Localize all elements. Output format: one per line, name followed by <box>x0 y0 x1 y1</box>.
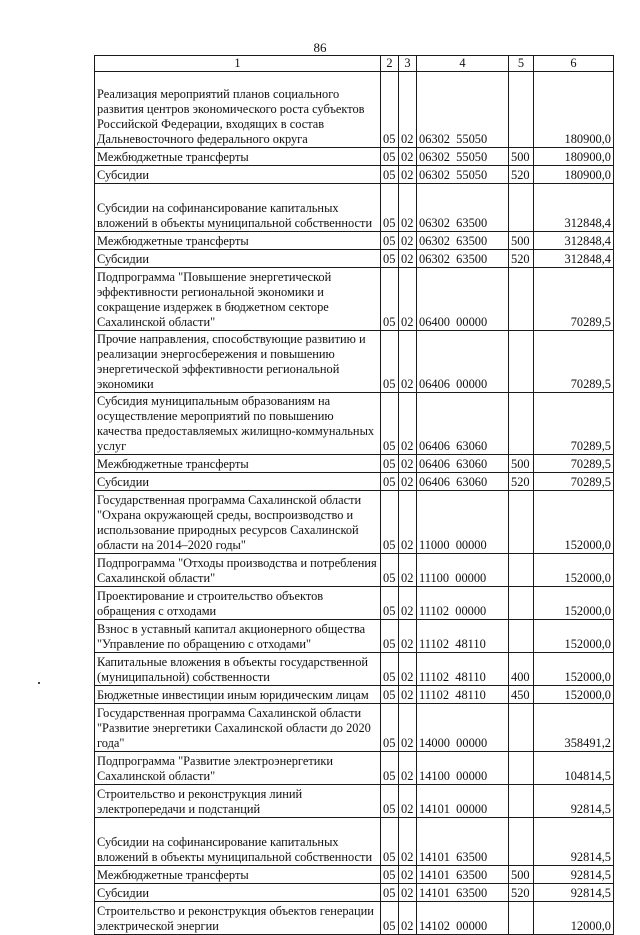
row-c3-cell: 02 <box>399 455 417 473</box>
table-row <box>95 184 614 232</box>
table-row <box>95 587 614 620</box>
table-row <box>95 686 614 704</box>
row-c3-cell: 02 <box>399 393 417 455</box>
row-c3-cell: 02 <box>399 752 417 785</box>
row-label-cell: Подпрограмма "Повышение энергетической эффективности региональной экономики и сокращение издержек в бюджетном секторе Сахалинской области" <box>95 268 381 331</box>
row-c5-cell: 520 <box>509 166 534 184</box>
row-c3-cell: 02 <box>399 686 417 704</box>
row-c3-cell: 02 <box>399 268 417 331</box>
row-c3-cell: 02 <box>399 554 417 587</box>
row-c6-cell: 104814,5 <box>534 752 614 785</box>
row-c4-cell: 14101 63500 <box>417 818 509 866</box>
row-c6-cell: 152000,0 <box>534 686 614 704</box>
row-c2-cell: 05 <box>381 686 399 704</box>
row-c5-cell <box>509 785 534 818</box>
row-c5-cell: 450 <box>509 686 534 704</box>
row-c6-cell: 358491,2 <box>534 704 614 752</box>
row-c6-cell: 92814,5 <box>534 866 614 884</box>
row-c2-cell: 05 <box>381 587 399 620</box>
row-c2-cell: 05 <box>381 72 399 148</box>
row-c5-cell: 500 <box>509 866 534 884</box>
row-c3-cell: 02 <box>399 166 417 184</box>
row-c3-cell: 02 <box>399 232 417 250</box>
row-c4-cell: 11000 00000 <box>417 491 509 554</box>
table-header-row <box>95 56 614 72</box>
row-label-cell: Межбюджетные трансферты <box>95 866 381 884</box>
row-c3-cell: 02 <box>399 148 417 166</box>
row-c5-cell: 520 <box>509 884 534 902</box>
header-cell: 1 <box>95 56 381 72</box>
row-c4-cell: 14101 00000 <box>417 785 509 818</box>
row-c6-cell: 152000,0 <box>534 554 614 587</box>
table-row <box>95 884 614 902</box>
row-c5-cell <box>509 393 534 455</box>
table-row <box>95 250 614 268</box>
row-c5-cell: 500 <box>509 148 534 166</box>
row-c3-cell: 02 <box>399 620 417 653</box>
row-c6-cell: 152000,0 <box>534 653 614 686</box>
row-c5-cell <box>509 620 534 653</box>
row-label-cell: Субсидии <box>95 250 381 268</box>
table-row <box>95 554 614 587</box>
table-row <box>95 620 614 653</box>
row-c5-cell <box>509 72 534 148</box>
row-c3-cell: 02 <box>399 331 417 393</box>
row-c6-cell: 70289,5 <box>534 455 614 473</box>
row-c2-cell: 05 <box>381 752 399 785</box>
row-c5-cell: 520 <box>509 250 534 268</box>
table-row <box>95 166 614 184</box>
row-c6-cell: 70289,5 <box>534 473 614 491</box>
row-c5-cell <box>509 331 534 393</box>
row-c4-cell: 06406 63060 <box>417 393 509 455</box>
row-c6-cell: 70289,5 <box>534 393 614 455</box>
row-c6-cell: 152000,0 <box>534 491 614 554</box>
row-c3-cell: 02 <box>399 653 417 686</box>
row-label-cell: Субсидии <box>95 473 381 491</box>
header-cell: 2 <box>381 56 399 72</box>
row-c4-cell: 11102 00000 <box>417 587 509 620</box>
table-row <box>95 473 614 491</box>
row-label-cell: Проектирование и строительство объектов обращения с отходами <box>95 587 381 620</box>
row-c3-cell: 02 <box>399 818 417 866</box>
row-c5-cell: 500 <box>509 232 534 250</box>
row-c6-cell: 12000,0 <box>534 902 614 935</box>
row-c2-cell: 05 <box>381 393 399 455</box>
row-c6-cell: 152000,0 <box>534 587 614 620</box>
row-c5-cell: 520 <box>509 473 534 491</box>
row-label-cell: Подпрограмма "Отходы производства и потребления Сахалинской области" <box>95 554 381 587</box>
row-c5-cell <box>509 587 534 620</box>
header-cell: 6 <box>534 56 614 72</box>
row-c2-cell: 05 <box>381 473 399 491</box>
row-c4-cell: 06406 63060 <box>417 455 509 473</box>
row-c4-cell: 06302 63500 <box>417 250 509 268</box>
row-c3-cell: 02 <box>399 884 417 902</box>
row-c3-cell: 02 <box>399 491 417 554</box>
row-c4-cell: 14000 00000 <box>417 704 509 752</box>
row-c4-cell: 11102 48110 <box>417 620 509 653</box>
row-c2-cell: 05 <box>381 554 399 587</box>
row-c2-cell: 05 <box>381 148 399 166</box>
row-label-cell: Государственная программа Сахалинской области "Охрана окружающей среды, воспроизводство и использование природных ресурсов Сахалинской области на 2014–2020 годы" <box>95 491 381 554</box>
row-c4-cell: 11100 00000 <box>417 554 509 587</box>
row-label-cell: Субсидии <box>95 884 381 902</box>
row-c6-cell: 70289,5 <box>534 268 614 331</box>
row-c2-cell: 05 <box>381 620 399 653</box>
row-c2-cell: 05 <box>381 268 399 331</box>
row-label-cell: Субсидия муниципальным образованиям на осуществление мероприятий по повышению качества предоставляемых жилищно-коммунальных услуг <box>95 393 381 455</box>
row-c6-cell: 180900,0 <box>534 148 614 166</box>
row-c4-cell: 06302 55050 <box>417 166 509 184</box>
row-c2-cell: 05 <box>381 331 399 393</box>
row-label-cell: Межбюджетные трансферты <box>95 148 381 166</box>
row-label-cell: Бюджетные инвестиции иным юридическим лицам <box>95 686 381 704</box>
row-c2-cell: 05 <box>381 902 399 935</box>
row-label-cell: Подпрограмма "Развитие электроэнергетики Сахалинской области" <box>95 752 381 785</box>
row-c2-cell: 05 <box>381 491 399 554</box>
table-row <box>95 232 614 250</box>
row-label-cell: Субсидии <box>95 166 381 184</box>
table-row <box>95 148 614 166</box>
row-c3-cell: 02 <box>399 72 417 148</box>
row-c6-cell: 92814,5 <box>534 884 614 902</box>
row-c4-cell: 11102 48110 <box>417 653 509 686</box>
row-c4-cell: 06400 00000 <box>417 268 509 331</box>
table-row <box>95 455 614 473</box>
row-c6-cell: 312848,4 <box>534 250 614 268</box>
row-label-cell: Субсидии на софинансирование капитальных вложений в объекты муниципальной собственности <box>95 818 381 866</box>
row-c3-cell: 02 <box>399 473 417 491</box>
budget-table <box>94 55 614 935</box>
row-c2-cell: 05 <box>381 184 399 232</box>
table-row <box>95 653 614 686</box>
row-c6-cell: 152000,0 <box>534 620 614 653</box>
row-c4-cell: 11102 48110 <box>417 686 509 704</box>
row-c3-cell: 02 <box>399 184 417 232</box>
row-label-cell: Реализация мероприятий планов социального развития центров экономического роста субъектов Российской Федерации, входящих в состав Дальневосточного федерального округа <box>95 72 381 148</box>
row-c6-cell: 92814,5 <box>534 818 614 866</box>
row-c2-cell: 05 <box>381 785 399 818</box>
header-cell: 5 <box>509 56 534 72</box>
table-row <box>95 72 614 148</box>
row-c3-cell: 02 <box>399 902 417 935</box>
row-c6-cell: 180900,0 <box>534 72 614 148</box>
row-c2-cell: 05 <box>381 818 399 866</box>
row-c6-cell: 180900,0 <box>534 166 614 184</box>
row-c2-cell: 05 <box>381 166 399 184</box>
row-c4-cell: 06302 55050 <box>417 148 509 166</box>
table-row <box>95 331 614 393</box>
row-c5-cell <box>509 491 534 554</box>
row-c5-cell <box>509 184 534 232</box>
table-row <box>95 491 614 554</box>
row-c2-cell: 05 <box>381 232 399 250</box>
row-c5-cell <box>509 704 534 752</box>
header-cell: 3 <box>399 56 417 72</box>
row-c2-cell: 05 <box>381 866 399 884</box>
table-row <box>95 752 614 785</box>
row-c6-cell: 70289,5 <box>534 331 614 393</box>
table-row <box>95 785 614 818</box>
table-row <box>95 704 614 752</box>
row-c5-cell <box>509 554 534 587</box>
row-c2-cell: 05 <box>381 704 399 752</box>
row-c6-cell: 312848,4 <box>534 232 614 250</box>
row-c3-cell: 02 <box>399 704 417 752</box>
table-row <box>95 393 614 455</box>
row-c3-cell: 02 <box>399 587 417 620</box>
row-c6-cell: 312848,4 <box>534 184 614 232</box>
row-label-cell: Государственная программа Сахалинской области "Развитие энергетики Сахалинской области до 2020 года" <box>95 704 381 752</box>
row-label-cell: Строительство и реконструкция объектов генерации электрической энергии <box>95 902 381 935</box>
page-number: 86 <box>313 40 327 55</box>
row-label-cell: Строительство и реконструкция линий электропередачи и подстанций <box>95 785 381 818</box>
row-c4-cell: 14101 63500 <box>417 884 509 902</box>
row-c6-cell: 92814,5 <box>534 785 614 818</box>
row-c5-cell: 400 <box>509 653 534 686</box>
row-c3-cell: 02 <box>399 866 417 884</box>
table-row <box>95 866 614 884</box>
table-row <box>95 902 614 935</box>
row-c4-cell: 06406 00000 <box>417 331 509 393</box>
row-c4-cell: 06302 63500 <box>417 232 509 250</box>
table-row <box>95 818 614 866</box>
row-c5-cell <box>509 268 534 331</box>
row-c5-cell: 500 <box>509 455 534 473</box>
row-label-cell: Субсидии на софинансирование капитальных вложений в объекты муниципальной собственности <box>95 184 381 232</box>
row-c5-cell <box>509 818 534 866</box>
row-label-cell: Капитальные вложения в объекты государственной (муниципальной) собственности <box>95 653 381 686</box>
row-c2-cell: 05 <box>381 250 399 268</box>
row-c4-cell: 14101 63500 <box>417 866 509 884</box>
scan-speck <box>38 682 40 684</box>
row-c4-cell: 14102 00000 <box>417 902 509 935</box>
row-c4-cell: 14100 00000 <box>417 752 509 785</box>
row-c4-cell: 06302 63500 <box>417 184 509 232</box>
row-c2-cell: 05 <box>381 455 399 473</box>
row-label-cell: Межбюджетные трансферты <box>95 455 381 473</box>
row-label-cell: Взнос в уставный капитал акционерного общества "Управление по обращению с отходами" <box>95 620 381 653</box>
row-c2-cell: 05 <box>381 653 399 686</box>
row-c4-cell: 06302 55050 <box>417 72 509 148</box>
row-c5-cell <box>509 902 534 935</box>
row-c3-cell: 02 <box>399 250 417 268</box>
row-c3-cell: 02 <box>399 785 417 818</box>
row-c4-cell: 06406 63060 <box>417 473 509 491</box>
header-cell: 4 <box>417 56 509 72</box>
row-label-cell: Межбюджетные трансферты <box>95 232 381 250</box>
row-c2-cell: 05 <box>381 884 399 902</box>
row-label-cell: Прочие направления, способствующие развитию и реализации энергосбережения и повышению энергетической эффективности региональной экономики <box>95 331 381 393</box>
table-row <box>95 268 614 331</box>
row-c5-cell <box>509 752 534 785</box>
